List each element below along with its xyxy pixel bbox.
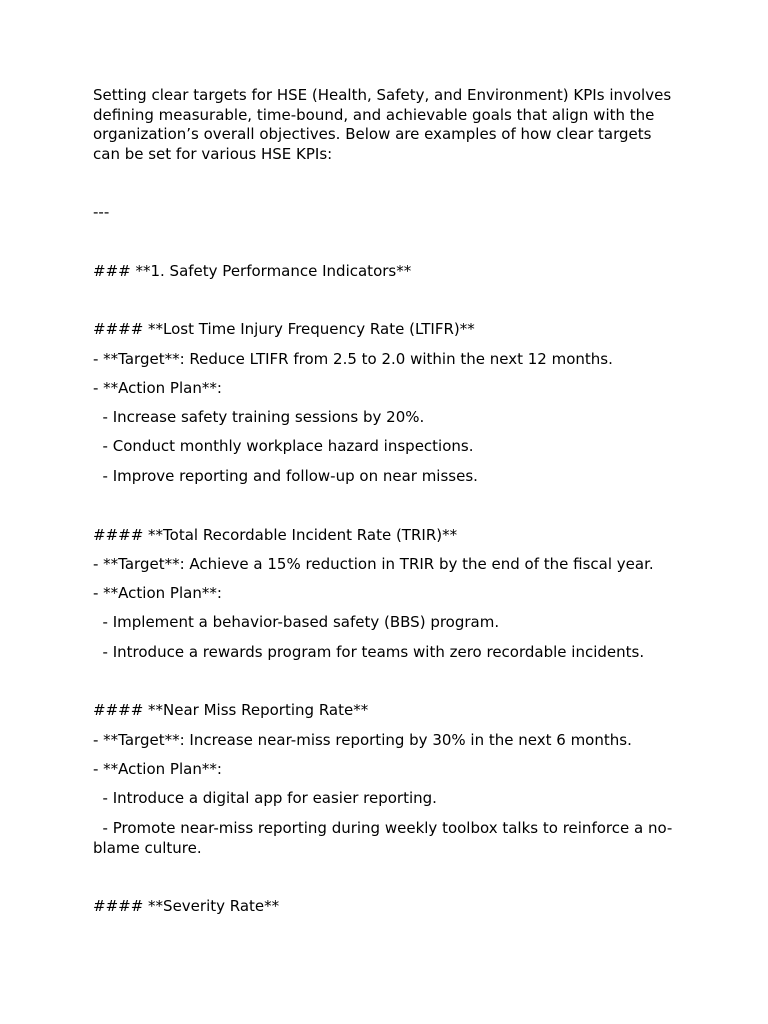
kpi-heading-near-miss: #### **Near Miss Reporting Rate** [93, 701, 369, 719]
section-heading: ### **1. Safety Performance Indicators** [93, 262, 412, 280]
kpi-heading-ltifr: #### **Lost Time Injury Frequency Rate (LTIFR)** [93, 320, 475, 338]
kpi-target-ltifr: - **Target**: Reduce LTIFR from 2.5 to 2.0 within the next 12 months. [93, 350, 613, 368]
kpi-heading-trir: #### **Total Recordable Incident Rate (TRIR)** [93, 526, 458, 544]
kpi-action-plan-trir: - **Action Plan**: [93, 584, 222, 602]
kpi-action-item: - Increase safety training sessions by 20%. [93, 408, 425, 426]
kpi-target-near-miss: - **Target**: Increase near-miss reporting by 30% in the next 6 months. [93, 731, 632, 749]
intro-paragraph: Setting clear targets for HSE (Health, Safety, and Environment) KPIs involves defining measurable, time-bound, and achievable goals that align with the organization’s overall objectives. Below are examples of how clear targets can be set for various HSE KPIs: [93, 86, 676, 163]
kpi-action-item: - Improve reporting and follow-up on near misses. [93, 467, 478, 485]
kpi-action-item: - Introduce a digital app for easier reporting. [93, 789, 437, 807]
kpi-action-plan-near-miss: - **Action Plan**: [93, 760, 222, 778]
kpi-heading-severity: #### **Severity Rate** [93, 897, 280, 915]
kpi-action-item: - Promote near-miss reporting during weekly toolbox talks to reinforce a no-blame culture. [93, 819, 673, 857]
kpi-action-item: - Implement a behavior-based safety (BBS) program. [93, 613, 500, 631]
kpi-action-plan-ltifr: - **Action Plan**: [93, 379, 222, 397]
kpi-target-trir: - **Target**: Achieve a 15% reduction in TRIR by the end of the fiscal year. [93, 555, 654, 573]
kpi-action-item: - Introduce a rewards program for teams with zero recordable incidents. [93, 643, 645, 661]
kpi-action-item: - Conduct monthly workplace hazard inspections. [93, 437, 474, 455]
separator: --- [93, 203, 110, 221]
